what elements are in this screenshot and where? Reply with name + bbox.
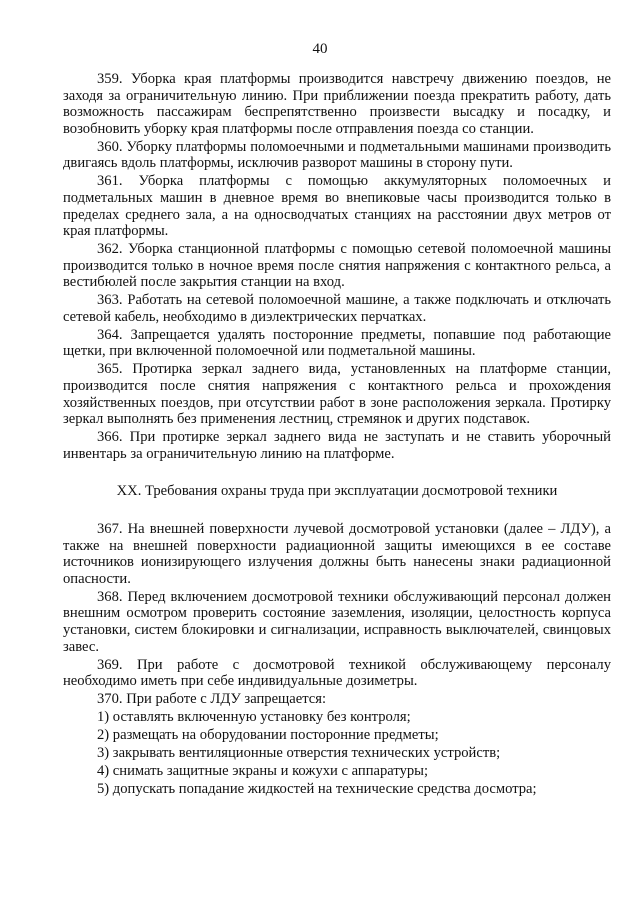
list-item: 3) закрывать вентиляционные отверстия технических устройств; [97,745,501,762]
paragraph-366: 366. При протирке зеркал заднего вида не заступать и не ставить уборочный инвентарь за ограничительную линию на платформе. [63,429,611,462]
paragraph-362: 362. Уборка станционной платформы с помощью сетевой поломоечной машины производится только в ночное время после снятия напряжения с контактного рельса, а вестибюлей после закрытия станции на вход. [63,241,611,291]
paragraph-359: 359. Уборка края платформы производится навстречу движению поездов, не заходя за ограничительную линию. При приближении поезда прекратить работу, дать возможность пассажирам беспрепятственно произвести высадку и посадку, и возобновить уборку края платформы после отправления поезда со станции. [63,71,611,137]
paragraph-363: 363. Работать на сетевой поломоечной машине, а также подключать и отключать сетевой кабель, необходимо в диэлектрических перчатках. [63,292,611,325]
paragraph-369: 369. При работе с досмотровой техникой обслуживающему персоналу необходимо иметь при себе индивидуальные дозиметры. [63,656,611,690]
paragraph-364: 364. Запрещается удалять посторонние предметы, попавшие под работающие щетки, при включенной поломоечной или подметальной машины. [63,326,611,360]
list-item: 4) снимать защитные экраны и кожухи с аппаратуры; [97,763,429,780]
list-item: 1) оставлять включенную установку без контроля; [97,709,411,726]
paragraph-361: 361. Уборка платформы с помощью аккумуляторных поломоечных и подметальных машин в дневное время во внепиковые часы производится только в пределах среднего зала, а на односводчатых станциях на расстоянии двух метров от края платформы. [63,173,611,240]
list-item: 2) размещать на оборудовании посторонние предметы; [97,727,439,744]
paragraph-365: 365. Протирка зеркал заднего вида, установленных на платформе станции, производится после снятия напряжения с контактного рельса и прохождения хозяйственных поездов, при отсутствии работ в зоне расположения зеркала. Протирку зеркал выполнять без применения лестниц, стремянок и других подставок. [63,361,611,428]
paragraph-360: 360. Уборку платформы поломоечными и подметальными машинами производить двигаясь вдоль платформы, исключив разворот машины в сторону пути. [63,138,611,172]
paragraph-368: 368. Перед включением досмотровой техники обслуживающий персонал должен внешним осмотром проверить состояние заземления, изоляции, целостность корпуса установки, систем блокировки и сигнализации, исправность выключателей, свинцовых завес. [63,588,611,655]
page-number: 40 [312,41,328,57]
paragraph-370: 370. При работе с ЛДУ запрещается: [97,691,327,708]
list-item: 5) допускать попадание жидкостей на технические средства досмотра; [97,781,537,798]
paragraph-367: 367. На внешней поверхности лучевой досмотровой установки (далее – ЛДУ), а также на внешней поверхности радиационной защиты имеющихся в ее составе источников ионизирующего излучения должны быть нанесены знаки радиационной опасности. [63,520,611,587]
section-heading: XX. Требования охраны труда при эксплуатации досмотровой техники [116,483,558,500]
page-body [63,71,611,799]
